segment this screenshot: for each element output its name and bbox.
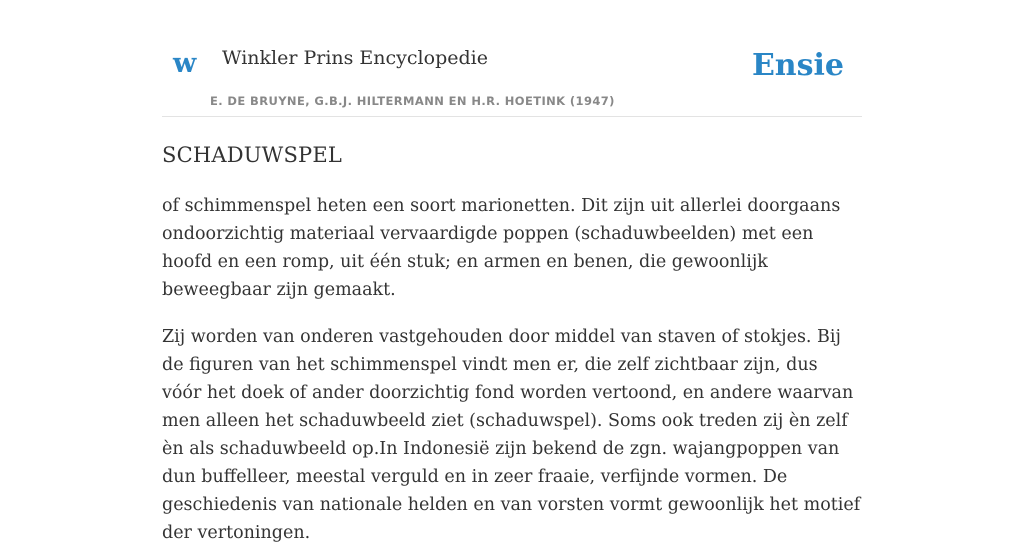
entry-paragraph: Zij worden van onderen vastgehouden door middel van staven of stokjes. Bij de figuren van het schimmenspel vindt men er, die zelf zichtbaar zijn, dus vóór het doek of ander doorzichtig fond worden vertoond, en andere waarvan men alleen het schaduwbeeld ziet (schaduwspel). Soms ook treden zij èn zelf èn als schaduwbeeld op.In Indonesië zijn bekend de zgn. wajangpoppen van dun buffelleer, meestal verguld en in zeer fraaie, verfijnde vormen. De geschiedenis van nationale helden en van vorsten vormt gewoonlijk het motief der vertoningen. <box>162 327 861 543</box>
page-header <box>162 0 862 117</box>
source-authors: E. DE BRUYNE, G.B.J. HILTERMANN EN H.R. HOETINK (1947) <box>210 94 615 108</box>
source-title[interactable]: Winkler Prins Encyclopedie <box>222 47 488 69</box>
entry-content <box>162 140 862 547</box>
ensie-brand-logo[interactable]: Ensie <box>751 48 844 83</box>
entry-title: SCHADUWSPEL <box>162 143 343 167</box>
source-logo-icon[interactable]: w <box>173 48 197 79</box>
entry-paragraph: of schimmenspel heten een soort marionetten. Dit zijn uit allerlei doorgaans ondoorzichtig materiaal vervaardigde poppen (schaduwbeelden) met een hoofd en een romp, uit één stuk; en armen en benen, die gewoonlijk beweegbaar zijn gemaakt. <box>162 196 841 300</box>
